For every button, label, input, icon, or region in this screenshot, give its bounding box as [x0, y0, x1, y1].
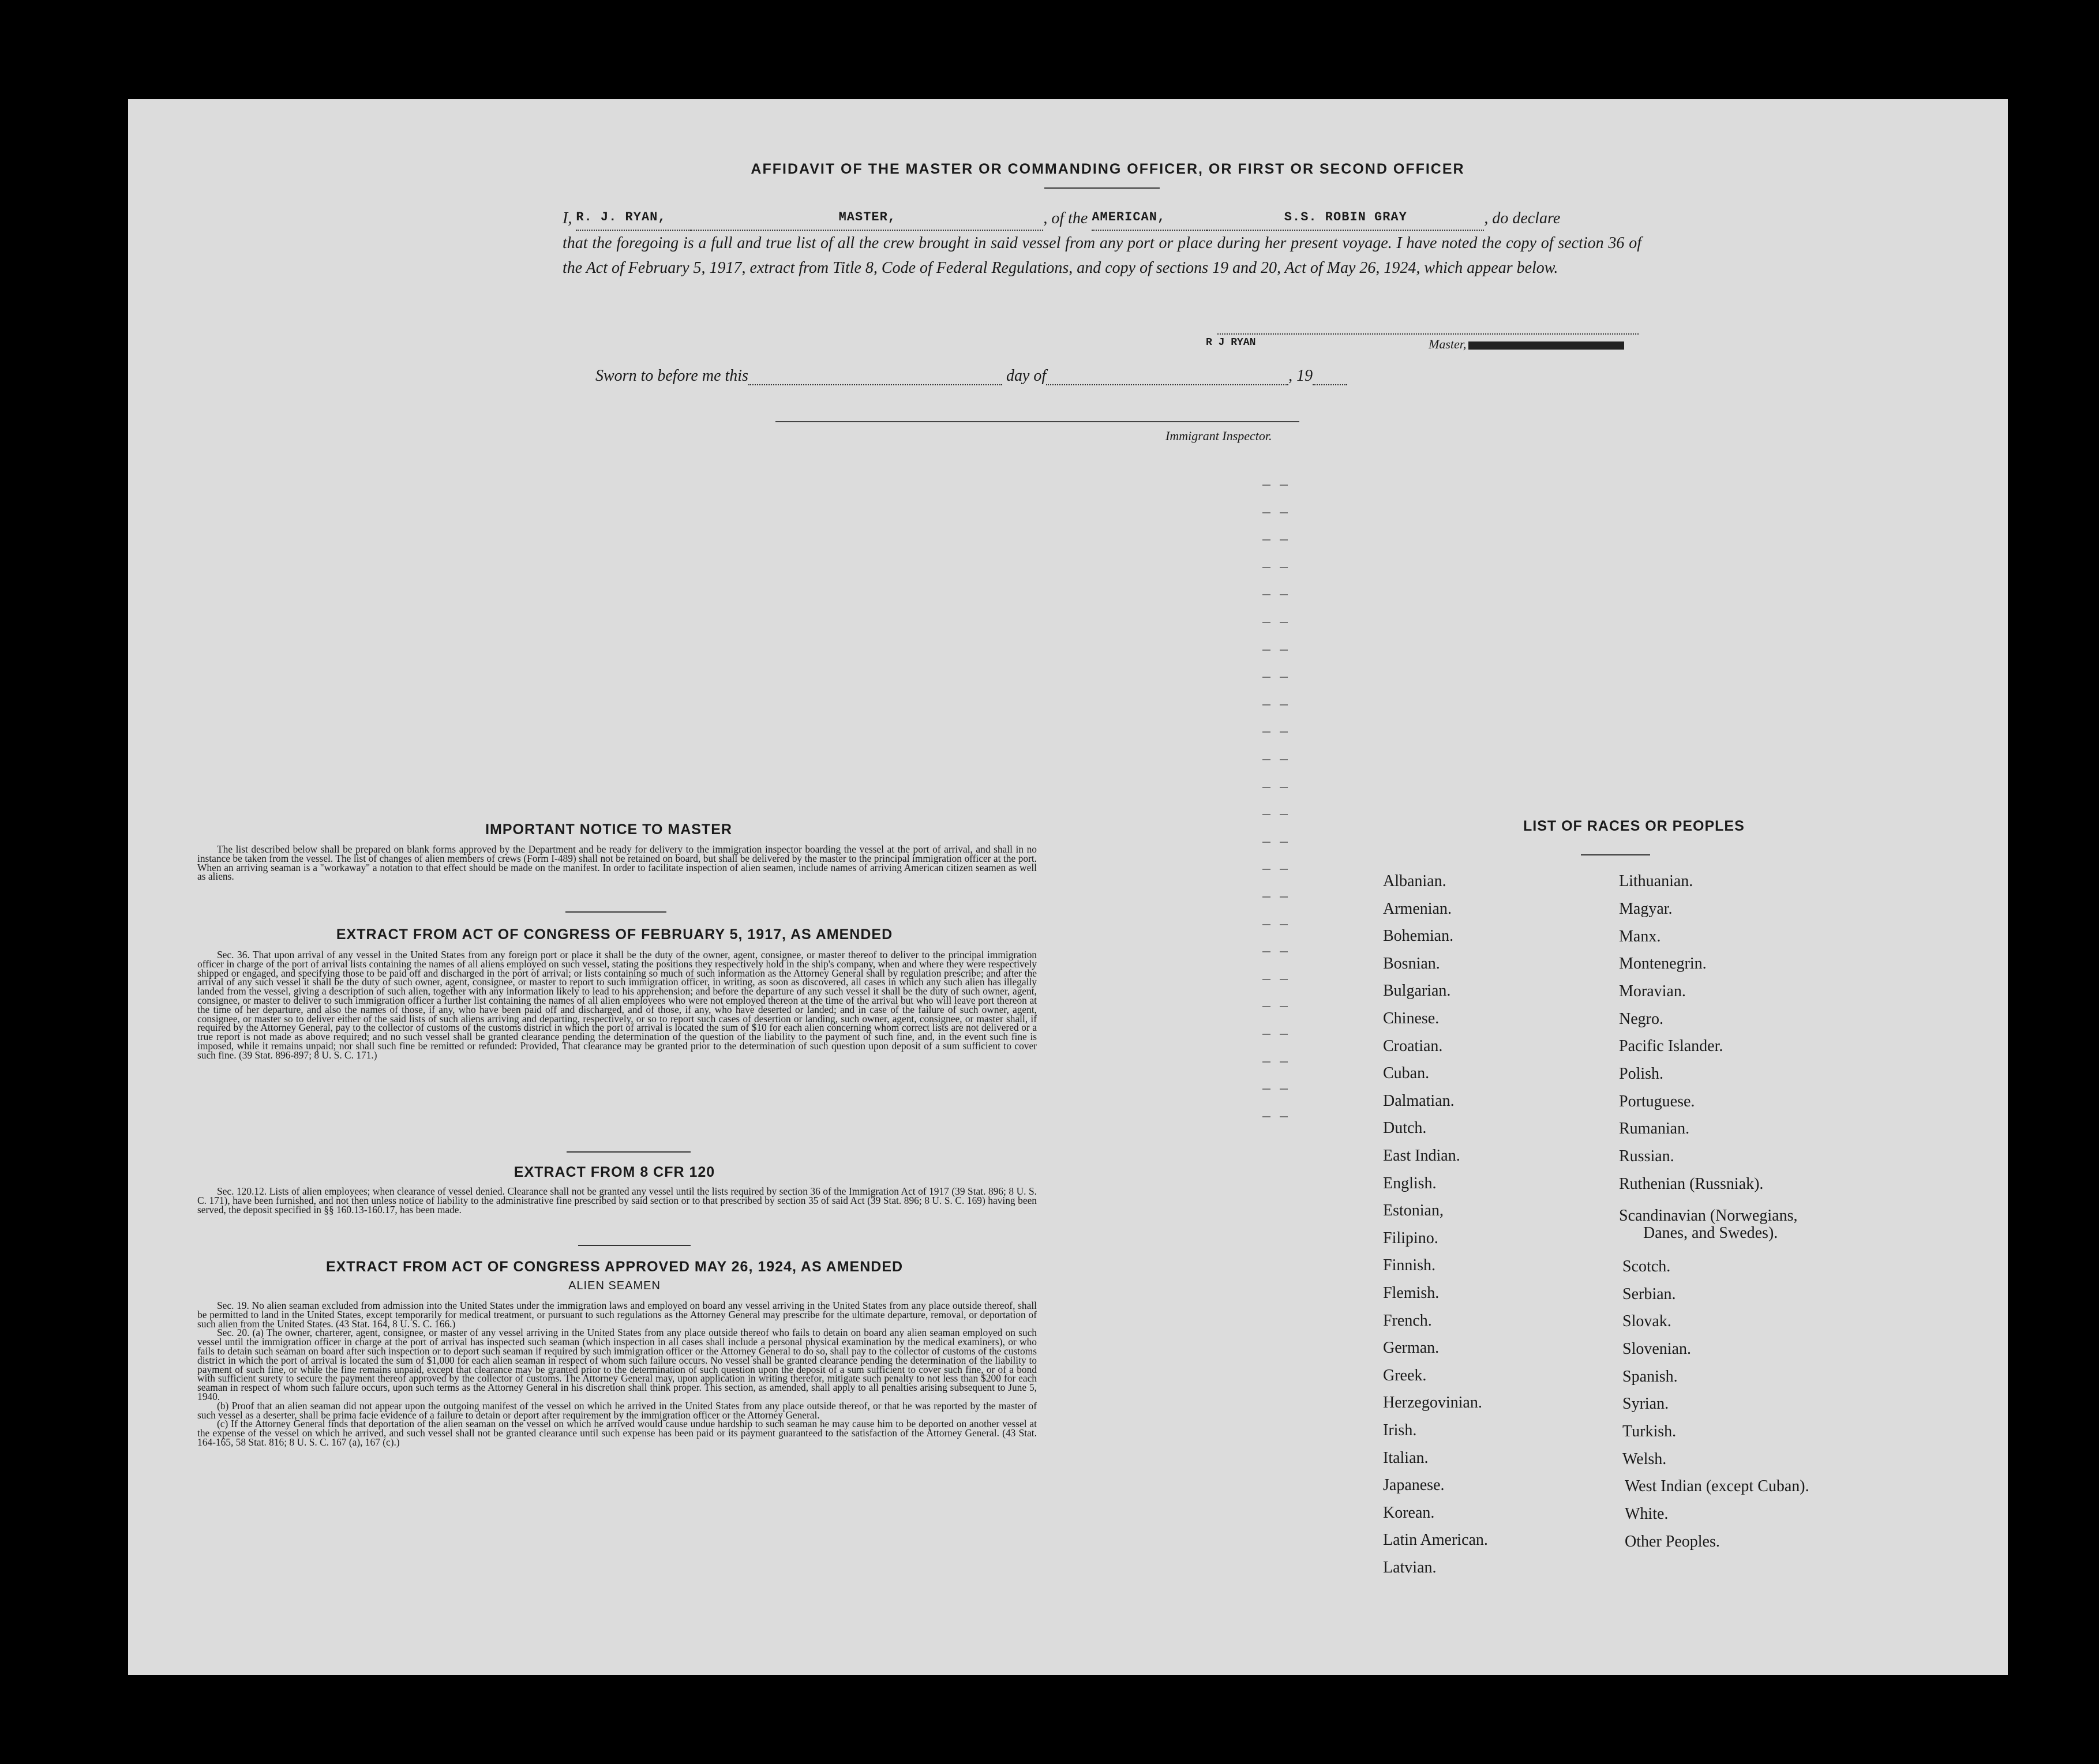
dash-mark [1280, 512, 1288, 513]
dash-mark [1280, 979, 1288, 980]
dash-mark [1262, 539, 1270, 541]
dash-mark [1280, 567, 1288, 568]
punch-hole [2010, 1485, 2036, 1511]
race-item: Serbian. [1622, 1285, 1676, 1303]
do-declare-label: , do declare [1484, 209, 1561, 227]
vessel-name-field: S.S. ROBIN GRAY [1207, 205, 1484, 231]
dash-mark [1280, 759, 1288, 760]
cfr-text: Sec. 120.12. Lists of alien employees; when clearance of vessel denied. Clearance shall not be granted any vessel until the lists required by section 36 of the Immigration Act of 1917 (39 Stat. 896; 8 U. S. C. 171), have been furnished, and not then unless notice of liability to the administrative fine prescribed by said section or to that prescribed by section 35 of said Act (39 Stat. 896; 8 U. S. C. 169) having been served, the deposit specified in §§ 160.13-160.17, has been made. [197, 1185, 1037, 1215]
dash-mark [1280, 731, 1288, 733]
race-item: Estonian, [1383, 1202, 1444, 1220]
affidavit-declaration [563, 205, 1641, 280]
dash-mark [1262, 1034, 1270, 1035]
section-20c-text: (c) If the Attorney General finds that deportation of the alien seaman on the vessel on which he arrived would cause undue hardship to such seaman he may cause him to be deported on another vessel at the expense of the vessel on which he arrived, and such vessel shall not be granted clearance until such expense has been paid or its payment guaranteed to the satisfaction of the Attorney General. (43 Stat. 164-165, 58 Stat. 816; 8 U. S. C. 167 (a), 167 (c).) [197, 1418, 1037, 1448]
dash-mark [1262, 731, 1270, 733]
race-item: Scandinavian (Norwegians, [1619, 1207, 1798, 1225]
race-item: West Indian (except Cuban). [1625, 1477, 1809, 1495]
race-item: Magyar. [1619, 900, 1673, 918]
race-item: Polish. [1619, 1065, 1664, 1083]
race-item: Latin American. [1383, 1531, 1488, 1549]
master-signature: R J RYAN [1206, 337, 1256, 348]
dash-mark [1280, 650, 1288, 651]
race-item: Irish. [1383, 1421, 1417, 1439]
race-item: Finnish. [1383, 1256, 1436, 1275]
race-item: German. [1383, 1339, 1440, 1357]
race-item: Dalmatian. [1383, 1091, 1455, 1110]
sworn-year-field [1313, 369, 1347, 385]
dash-mark [1280, 594, 1288, 595]
dash-mark [1280, 677, 1288, 678]
race-item: Albanian. [1383, 872, 1446, 890]
dash-mark [1262, 1006, 1270, 1007]
race-item: Bohemian. [1383, 927, 1454, 945]
dash-mark [1262, 650, 1270, 651]
race-item: Ruthenian (Russniak). [1619, 1175, 1764, 1193]
notice-text: The list described below shall be prepared on blank forms approved by the Department and be ready for delivery to the immigration inspector boarding the vessel at the port of arrival, and shall in no instance be taken from the vessel. The list of changes of alien members of crews (Form I-489) shall not be retained on board, but shall be delivered by the master to the principal immigration officer at the port. When an arriving seaman is a "workaway" a notation to that effect should be made on the manifest. In order to facilitate inspection of alien seamen, include names of arriving American citizen seamen as well as aliens. [197, 843, 1037, 883]
dash-mark [1262, 759, 1270, 760]
dash-mark [1280, 842, 1288, 843]
race-item: Spanish. [1622, 1368, 1678, 1386]
race-item: Greek. [1383, 1366, 1427, 1384]
race-item: Turkish. [1622, 1423, 1677, 1440]
race-item: Lithuanian. [1619, 872, 1693, 890]
extract-1917-title: EXTRACT FROM ACT OF CONGRESS OF FEBRUARY 5, 1917, AS AMENDED [336, 926, 893, 943]
dash-mark [1262, 512, 1270, 513]
race-item: Latvian. [1383, 1559, 1437, 1577]
race-item: Portuguese. [1619, 1093, 1695, 1110]
race-item: Cuban. [1383, 1064, 1430, 1083]
race-item: Croatian. [1383, 1037, 1443, 1055]
dash-mark [1280, 814, 1288, 815]
punch-hole [2010, 1214, 2036, 1239]
declaration-body: that the foregoing is a full and true list of all the crew brought in said vessel from any port or place during her present voyage. I have noted the copy of section 36 of the Act of February 5, 1917, extract from Title 8, Code of Federal Regulations, and copy of sections 19 and 20, Act of May 26, 1924, which appear below. [563, 234, 1641, 277]
dash-mark [1280, 951, 1288, 952]
race-item: Herzegovinian. [1383, 1394, 1482, 1412]
inspector-signature-line [775, 421, 1299, 422]
dash-mark [1280, 1061, 1288, 1063]
section-rule [565, 911, 666, 913]
punch-hole [2010, 185, 2036, 210]
race-item: Filipino. [1383, 1229, 1438, 1247]
race-item: Danes, and Swedes). [1643, 1224, 1778, 1242]
dash-mark [1280, 539, 1288, 541]
dash-mark [1262, 704, 1270, 705]
i-label: I, [563, 209, 572, 227]
rank-field: MASTER, [691, 205, 1043, 231]
race-item: Bosnian. [1383, 954, 1440, 973]
nationality-field: AMERICAN, [1092, 205, 1207, 231]
day-of-label: day of [1006, 367, 1047, 385]
dash-mark [1280, 485, 1288, 486]
dash-mark [1280, 924, 1288, 925]
dash-mark [1262, 896, 1270, 898]
dash-mark [1280, 704, 1288, 705]
dash-mark [1262, 869, 1270, 870]
section-rule [567, 1151, 691, 1153]
dash-mark [1280, 869, 1288, 870]
race-item: Korean. [1383, 1503, 1435, 1522]
race-item: East Indian. [1383, 1147, 1460, 1165]
race-item: Negro. [1619, 1010, 1663, 1028]
race-item: White. [1625, 1505, 1669, 1523]
notice-title: IMPORTANT NOTICE TO MASTER [485, 821, 732, 838]
master-name-field: R. J. RYAN, [576, 205, 691, 231]
race-item: Welsh. [1622, 1450, 1667, 1468]
dash-mark [1262, 814, 1270, 815]
redaction-mark [1468, 341, 1624, 350]
section-20b-text: (b) Proof that an alien seaman did not appear upon the outgoing manifest of the vessel on which he arrived in the United States from any place outside thereof, or that he was reported by the master of such vessel as a deserter, shall be prima facie evidence of a failure to detain or deport after requirement by the immigration officer or the Attorney General. [197, 1399, 1037, 1421]
of-the-label: , of the [1043, 209, 1088, 227]
title-rule [1044, 187, 1160, 189]
section-20a-text: Sec. 20. (a) The owner, charterer, agent, consignee, or master of any vessel arriving in the United States from any place outside thereof who fails to detain on board any alien seaman employed on such vessel until the immigration officer in charge at the port of arrival has inspected such seaman (which inspection in all cases shall include a personal physical examination by the medical examiners), or who fails to detain such seaman on board after such inspection or to deport such seaman if required by such immigration officer or the Attorney General to do so, shall pay to the collector of customs of the customs district in which the port of arrival is located the sum of $1,000 for each alien seaman in respect of whom such failure occurs. No vessel shall be granted clearance pending the determination of the liability to payment of such fine, or while the fine remains unpaid, except that clearance may be granted prior to the determination of such question upon the deposit of a sum sufficient to cover such fine, or of a bond with sufficient surety to secure the payment thereof approved by the collector of customs. The Attorney General may, upon application in writing therefor, mitigate such penalty to not less than $200 for each seaman in respect of whom such failure occurs, upon such terms as the Attorney General in his discretion shall think proper. This section, as amended, shall apply to all penalties arising subsequent to June 5, 1940. [197, 1327, 1037, 1402]
extract-1924-text [197, 1301, 1037, 1447]
punch-hole [2010, 632, 2036, 658]
alien-seamen-subtitle: ALIEN SEAMEN [568, 1279, 661, 1292]
dash-mark [1262, 622, 1270, 623]
punch-hole [2010, 272, 2036, 298]
race-item: Italian. [1383, 1448, 1429, 1467]
extract-1924-title: EXTRACT FROM ACT OF CONGRESS APPROVED MAY 26, 1924, AS AMENDED [325, 1259, 904, 1275]
affidavit-title: AFFIDAVIT OF THE MASTER OR COMMANDING OFFICER, OR FIRST OR SECOND OFFICER [751, 161, 1465, 177]
dash-mark [1262, 677, 1270, 678]
race-item: Bulgarian. [1383, 982, 1451, 1000]
dash-mark [1262, 951, 1270, 952]
extract-1917-text: Sec. 36. That upon arrival of any vessel in the United States from any foreign port or place it shall be the duty of the owner, agent, consignee, or master thereof to deliver to the principal immigration officer in charge of the port of arrival lists containing the names of all aliens employed on such vessel, stating the positions they respectively hold in the ship's company, when and where they were respectively shipped or engaged, and specifying those to be paid off and discharged in the port of arrival; or lists containing so much of such information as the Attorney General shall by regulation prescribe; and after the arrival of any such vessel it shall be the duty of such owner, agent, consignee, or master to report to such immigration officer, in writing, as soon as discovered, all cases in which any such alien has illegally landed from the vessel, giving a description of such alien, together with any information likely to lead to his apprehension; and before the departure of any such vessel it shall be the duty of such owner, agent, consignee, or master to deliver to such immigration officer a further list containing the names of all alien employees who were not employed thereon at the time of the arrival but who will leave port thereon at the time of her departure, and also the names of those, if any, who have been paid off and discharged, and of those, if any, who have deserted or landed; and in case of the failure of such owner, agent, consignee, or master so to deliver either of the said lists of such aliens arriving and departing, respectively, or so to report such cases of desertion or landing, such owner, agent, consignee, or master shall, if required by the Attorney General, pay to the collector of customs of the customs district in which the port of arrival is located the sum of $10 for each alien concerning whom correct lists are not delivered or a true report is not made as above required; and no such vessel shall be granted clearance pending the determination of the question of the liability to the payment of such fine, and, in the event such fine is imposed, while it remains unpaid; nor shall such fine be remitted or refunded: Provided, That clearance may be granted prior to the determination of such question upon deposit of a sum sufficient to cover such fine. (39 Stat. 896-897; 8 U. S. C. 171.) [197, 949, 1037, 1061]
races-title-rule [1581, 854, 1650, 855]
race-item: Other Peoples. [1625, 1533, 1720, 1551]
race-item: Slovenian. [1622, 1340, 1691, 1358]
dash-mark [1262, 924, 1270, 925]
section-19-text: Sec. 19. No alien seaman excluded from admission into the United States under the immigration laws and employed on board any vessel arriving in the United States from any place outside thereof, shall be permitted to land in the United States, except temporarily for medical treatment, or pursuant to such regulations as the Attorney General may prescribe for the ultimate departure, removal, or deportation of such alien from the United States. (43 Stat. 164, 8 U. S. C. 166.) [197, 1300, 1037, 1330]
race-item: Pacific Islander. [1619, 1037, 1723, 1055]
race-item: Japanese. [1383, 1476, 1445, 1495]
signer-title: Master, [1429, 337, 1624, 352]
dash-mark [1280, 896, 1288, 898]
punch-hole [2010, 545, 2036, 570]
dash-mark [1280, 1089, 1288, 1090]
race-item: Scotch. [1622, 1258, 1671, 1275]
race-item: English. [1383, 1174, 1437, 1192]
inspector-label: Immigrant Inspector. [1165, 429, 1272, 443]
sworn-month-field [1046, 369, 1288, 385]
dash-mark [1280, 1116, 1288, 1117]
dash-mark [1262, 787, 1270, 788]
dash-mark [1262, 1116, 1270, 1117]
sworn-label: Sworn to before me this [595, 367, 748, 385]
dash-mark [1262, 842, 1270, 843]
punch-hole [2010, 1126, 2036, 1151]
dash-mark [1262, 567, 1270, 568]
dash-mark [1262, 1061, 1270, 1063]
race-item: Rumanian. [1619, 1120, 1690, 1138]
race-item: Manx. [1619, 928, 1661, 945]
race-item: Russian. [1619, 1147, 1674, 1165]
punch-hole [2010, 1573, 2036, 1598]
race-item: Montenegrin. [1619, 955, 1707, 973]
declaration-first-line [563, 205, 1641, 231]
sworn-line [595, 367, 1347, 385]
dash-mark [1280, 1006, 1288, 1007]
race-item: Slovak. [1622, 1312, 1671, 1330]
year-label: , 19 [1288, 367, 1313, 385]
race-item: Flemish. [1383, 1284, 1440, 1302]
race-item: Moravian. [1619, 982, 1686, 1000]
race-item: French. [1383, 1311, 1432, 1330]
race-item: Dutch. [1383, 1119, 1427, 1138]
dash-mark [1262, 594, 1270, 595]
race-item: Armenian. [1383, 899, 1452, 918]
races-title: LIST OF RACES OR PEOPLES [1523, 818, 1745, 834]
dash-mark [1262, 979, 1270, 980]
race-item: Syrian. [1622, 1395, 1669, 1413]
cfr-title: EXTRACT FROM 8 CFR 120 [513, 1164, 715, 1180]
dash-mark [1280, 1034, 1288, 1035]
dash-mark [1262, 1089, 1270, 1090]
section-rule [578, 1245, 691, 1246]
dash-mark [1262, 485, 1270, 486]
signature-line [1217, 333, 1639, 335]
sworn-day-field [748, 369, 1002, 385]
race-item: Chinese. [1383, 1009, 1440, 1027]
dash-mark [1280, 622, 1288, 623]
dash-mark [1280, 787, 1288, 788]
